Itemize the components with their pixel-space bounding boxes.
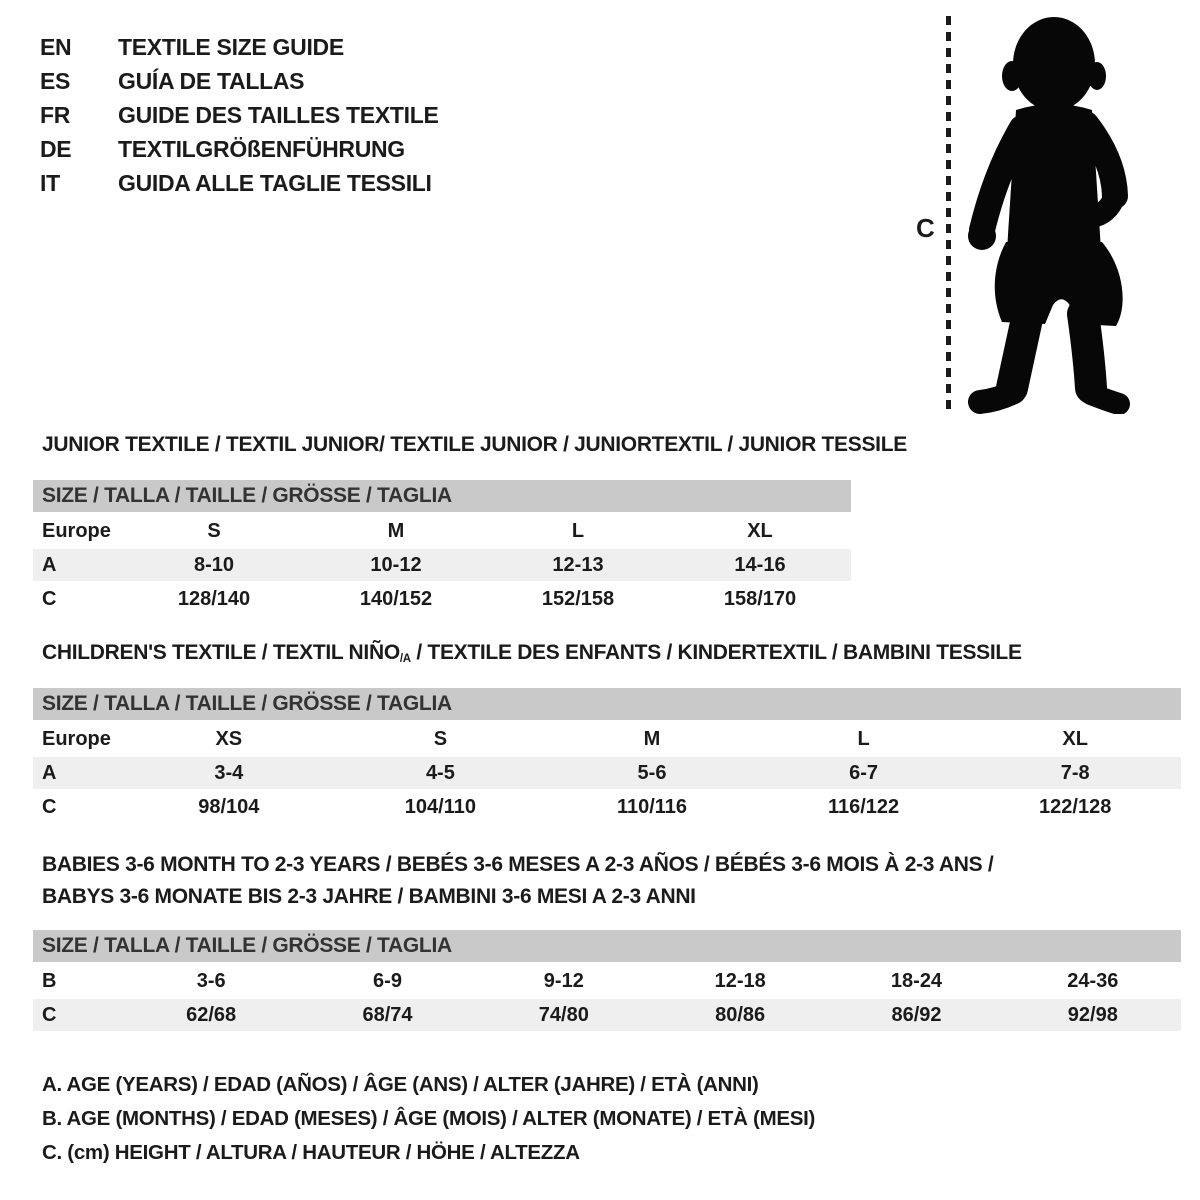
size-value: L (857, 728, 870, 750)
age-value: 8-10 (193, 554, 235, 576)
children-size-table (33, 688, 1181, 825)
children-title-suffix: / TEXTILE DES ENFANTS / KINDERTEXTIL / BAMBINI TESSILE (410, 641, 1022, 664)
age-value: 24-36 (1067, 970, 1119, 992)
table-row-age-years (33, 549, 851, 581)
age-value: 6-9 (373, 970, 402, 992)
row-label: C (42, 1004, 57, 1026)
legend-c-height-cm: C. (cm) HEIGHT / ALTURA / HAUTEUR / HÖHE / ALTEZZA (42, 1141, 580, 1164)
size-value: L (571, 520, 585, 542)
language-title-block (40, 30, 439, 200)
size-value: S (433, 728, 448, 750)
age-value: 12-18 (714, 970, 766, 992)
table-row-age-months (33, 965, 1181, 997)
size-value: XL (747, 520, 773, 542)
table-row-age-years (33, 757, 1181, 789)
language-row-de (40, 132, 439, 166)
language-code: ES (40, 68, 71, 94)
legend-block (42, 1068, 815, 1170)
language-row-fr (40, 98, 439, 132)
toddler-silhouette-image (958, 12, 1138, 414)
row-label: B (42, 970, 57, 992)
table-row-height-cm (33, 791, 1181, 823)
table-row-height-cm (33, 583, 851, 615)
height-value: 74/80 (538, 1004, 589, 1026)
height-value: 92/98 (1067, 1004, 1118, 1026)
age-value: 4-5 (425, 762, 455, 784)
row-label: C (42, 588, 57, 610)
babies-title-line1: BABIES 3-6 MONTH TO 2-3 YEARS / BEBÉS 3-6 MESES A 2-3 AÑOS / BÉBÉS 3-6 MOIS À 2-3 ANS / (42, 853, 994, 876)
table-row-height-cm (33, 999, 1181, 1031)
babies-size-header: SIZE / TALLA / TAILLE / GRÖSSE / TAGLIA (33, 930, 1181, 962)
age-value: 10-12 (370, 554, 422, 576)
language-code: FR (40, 102, 71, 128)
junior-size-header: SIZE / TALLA / TAILLE / GRÖSSE / TAGLIA (33, 480, 851, 512)
height-value: 110/116 (616, 796, 688, 818)
height-value: 158/170 (723, 588, 797, 610)
legend-b-age-months: B. AGE (MONTHS) / EDAD (MESES) / ÂGE (MOIS) / ALTER (MONATE) / ETÀ (MESI) (42, 1107, 816, 1130)
babies-section-title (42, 849, 993, 913)
row-label: A (42, 554, 57, 576)
language-code: IT (40, 170, 60, 196)
guide-title-es: GUÍA DE TALLAS (118, 68, 305, 94)
size-value: XS (215, 728, 243, 750)
children-title-subscript: /A (399, 652, 411, 665)
height-value: 104/110 (404, 796, 476, 818)
height-value: 128/140 (177, 588, 251, 610)
height-value: 68/74 (362, 1004, 413, 1026)
age-value: 14-16 (734, 554, 786, 576)
children-title-prefix: CHILDREN'S TEXTILE / TEXTIL NIÑO (42, 641, 400, 664)
size-value: S (207, 520, 221, 542)
height-value: 80/86 (715, 1004, 766, 1026)
age-value: 3-6 (196, 970, 226, 992)
age-value: 5-6 (637, 762, 667, 784)
language-code: EN (40, 34, 72, 60)
size-value: M (387, 520, 405, 542)
height-value: 86/92 (891, 1004, 942, 1026)
junior-section-title: JUNIOR TEXTILE / TEXTIL JUNIOR/ TEXTILE JUNIOR / JUNIORTEXTIL / JUNIOR TESSILE (42, 433, 907, 456)
table-row-europe (33, 515, 851, 547)
row-label: A (42, 762, 57, 784)
row-label: C (42, 796, 57, 818)
height-measure-dashed-line (946, 16, 951, 416)
guide-title-de: TEXTILGRÖßENFÜHRUNG (118, 136, 405, 162)
age-value: 12-13 (552, 554, 604, 576)
height-value: 98/104 (198, 796, 260, 818)
guide-title-fr: GUIDE DES TAILLES TEXTILE (118, 102, 439, 128)
height-value: 140/152 (359, 588, 433, 610)
height-value: 122/128 (1039, 796, 1112, 818)
row-label: Europe (42, 728, 111, 750)
height-value: 116/122 (827, 796, 900, 818)
height-value: 152/158 (541, 588, 615, 610)
language-row-es (40, 64, 439, 98)
age-value: 6-7 (849, 762, 879, 784)
table-row-europe (33, 723, 1181, 755)
language-code: DE (40, 136, 72, 162)
size-value: XL (1062, 728, 1088, 750)
size-value: M (643, 728, 661, 750)
babies-size-table (33, 930, 1181, 1033)
junior-size-table (33, 480, 851, 617)
age-value: 3-4 (214, 762, 244, 784)
measure-label-c: C (916, 213, 935, 243)
legend-a-age-years: A. AGE (YEARS) / EDAD (AÑOS) / ÂGE (ANS) / ALTER (JAHRE) / ETÀ (ANNI) (42, 1073, 759, 1096)
language-row-en (40, 30, 439, 64)
children-section-title (42, 641, 1022, 665)
age-value: 9-12 (543, 970, 584, 992)
children-size-header: SIZE / TALLA / TAILLE / GRÖSSE / TAGLIA (33, 688, 1181, 720)
age-value: 18-24 (890, 970, 943, 992)
language-row-it (40, 166, 439, 200)
babies-title-line2: BABYS 3-6 MONATE BIS 2-3 JAHRE / BAMBINI 3-6 MESI A 2-3 ANNI (42, 885, 696, 908)
guide-title-en: TEXTILE SIZE GUIDE (118, 34, 344, 60)
guide-title-it: GUIDA ALLE TAGLIE TESSILI (118, 170, 432, 196)
height-value: 62/68 (186, 1004, 237, 1026)
age-value: 7-8 (1060, 762, 1090, 784)
row-label: Europe (42, 520, 111, 542)
